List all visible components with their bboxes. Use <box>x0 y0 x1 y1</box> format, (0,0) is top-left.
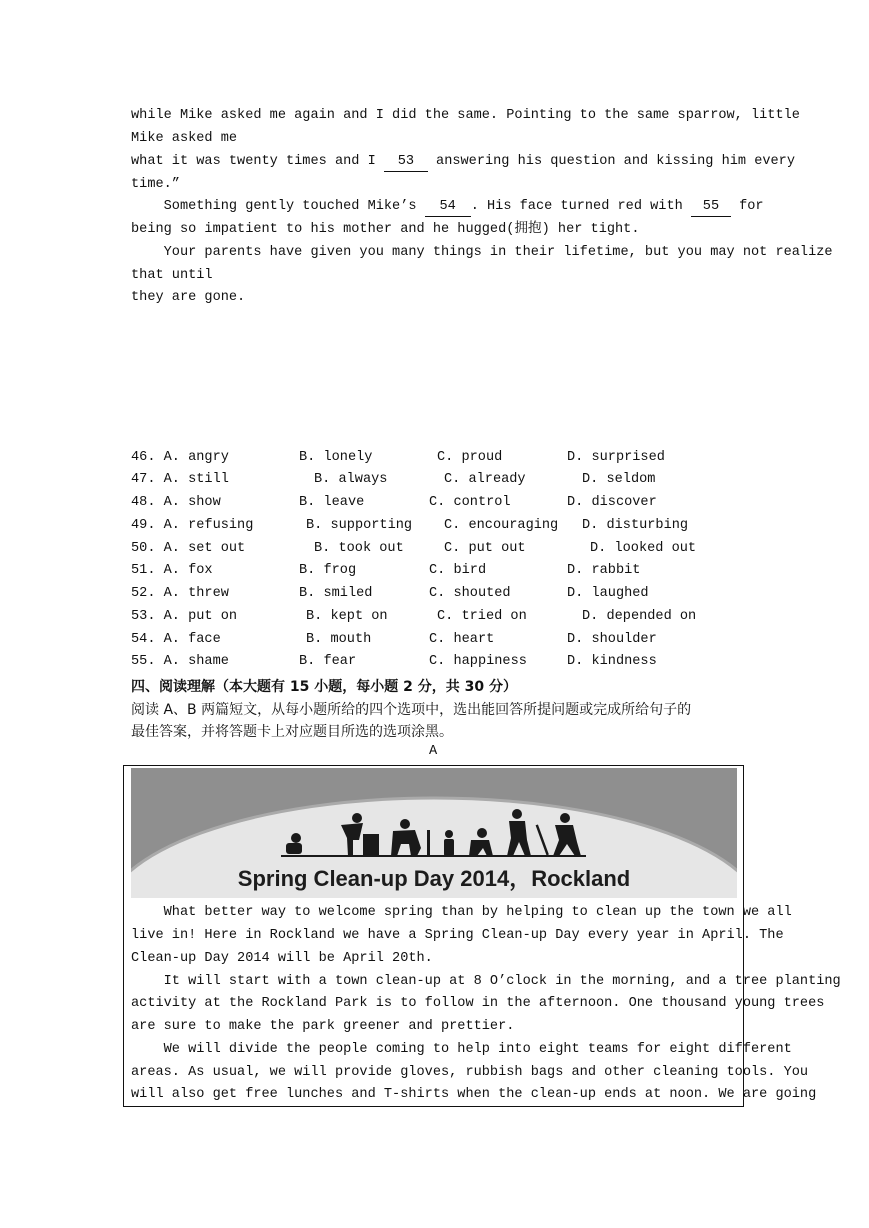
article-line: are sure to make the park greener and prettier. <box>131 1019 515 1034</box>
passage-line: Mike asked me <box>131 131 238 146</box>
article-line: We will divide the people coming to help into eight teams for eight different <box>131 1042 792 1057</box>
passage-line: they are gone. <box>131 290 246 305</box>
article-line: What better way to welcome spring than by helping to clean up the town we all <box>131 905 792 920</box>
passage-line: being so impatient to his mother and he hugged(拥抱) her tight. <box>131 222 640 237</box>
option-b: B. supporting <box>306 518 413 533</box>
blank-54: 54 <box>425 198 471 217</box>
option-a: 52. A. threw <box>131 586 229 601</box>
passage-line: Your parents have given you many things in their lifetime, but you may not realize <box>131 245 833 260</box>
option-c: C. already <box>444 472 526 487</box>
article-line: live in! Here in Rockland we have a Spring Clean-up Day every year in April. The <box>131 928 784 943</box>
option-d: D. shoulder <box>567 632 657 647</box>
option-c: C. put out <box>444 541 526 556</box>
passage-text: . His face turned red with <box>470 199 691 214</box>
option-a: 53. A. put on <box>131 609 238 624</box>
option-b: B. frog <box>299 563 357 578</box>
option-c: C. tried on <box>437 609 527 624</box>
passage-text: what it was twenty times and I <box>131 154 384 169</box>
option-b: B. mouth <box>306 632 372 647</box>
article-line: It will start with a town clean-up at 8 O’clock in the morning, and a tree planting <box>131 974 841 989</box>
option-d: D. looked out <box>590 541 697 556</box>
option-a: 48. A. show <box>131 495 221 510</box>
option-c: C. control <box>429 495 511 510</box>
option-d: D. seldom <box>582 472 656 487</box>
option-a: 49. A. refusing <box>131 518 254 533</box>
option-c: C. shouted <box>429 586 511 601</box>
blank-55: 55 <box>691 198 731 217</box>
passage-text: for <box>730 199 764 214</box>
instructions-line: 最佳答案，并将答题卡上对应题目所选的选项涂黑。 <box>131 724 453 740</box>
option-a: 50. A. set out <box>131 541 246 556</box>
passage-text: Something gently touched Mike’s <box>131 199 425 214</box>
passage-line <box>131 196 764 218</box>
option-a: 46. A. angry <box>131 450 229 465</box>
option-a: 55. A. shame <box>131 654 229 669</box>
article-line: will also get free lunches and T-shirts when the clean-up ends at noon. We are going <box>131 1087 817 1102</box>
article-line: activity at the Rockland Park is to follow in the afternoon. One thousand young trees <box>131 996 825 1011</box>
option-b: B. fear <box>299 654 357 669</box>
option-b: B. always <box>314 472 388 487</box>
passage-text: answering his question and kissing him every <box>427 154 795 169</box>
option-b: B. smiled <box>299 586 373 601</box>
option-d: D. disturbing <box>582 518 689 533</box>
passage-line: time.” <box>131 177 180 192</box>
option-c: C. heart <box>429 632 495 647</box>
article-line: areas. As usual, we will provide gloves, rubbish bags and other cleaning tools. You <box>131 1065 809 1080</box>
option-d: D. discover <box>567 495 657 510</box>
blank-53: 53 <box>384 153 428 172</box>
option-d: D. surprised <box>567 450 665 465</box>
passage-line <box>131 151 795 173</box>
option-b: B. lonely <box>299 450 373 465</box>
option-d: D. depended on <box>582 609 697 624</box>
passage-line: that until <box>131 268 213 283</box>
option-a: 51. A. fox <box>131 563 213 578</box>
option-c: C. proud <box>437 450 503 465</box>
section-heading: 四、阅读理解（本大题有 15 小题，每小题 2 分，共 30 分） <box>131 679 517 695</box>
banner-title: Spring Clean-up Day 2014，Rockland <box>237 866 631 891</box>
option-a: 54. A. face <box>131 632 221 647</box>
option-b: B. leave <box>299 495 365 510</box>
option-b: B. took out <box>314 541 404 556</box>
instructions-line: 阅读 A、B 两篇短文，从每小题所给的四个选项中，选出能回答所提问题或完成所给句子的 <box>131 702 692 718</box>
option-c: C. happiness <box>429 654 527 669</box>
passage-line: while Mike asked me again and I did the same. Pointing to the same sparrow, little <box>131 108 800 123</box>
option-a: 47. A. still <box>131 472 229 487</box>
passage-label: A <box>429 744 438 759</box>
option-d: D. laughed <box>567 586 649 601</box>
option-d: D. rabbit <box>567 563 641 578</box>
option-b: B. kept on <box>306 609 388 624</box>
article-line: Clean-up Day 2014 will be April 20th. <box>131 951 433 966</box>
option-c: C. encouraging <box>444 518 559 533</box>
option-c: C. bird <box>429 563 487 578</box>
option-d: D. kindness <box>567 654 657 669</box>
